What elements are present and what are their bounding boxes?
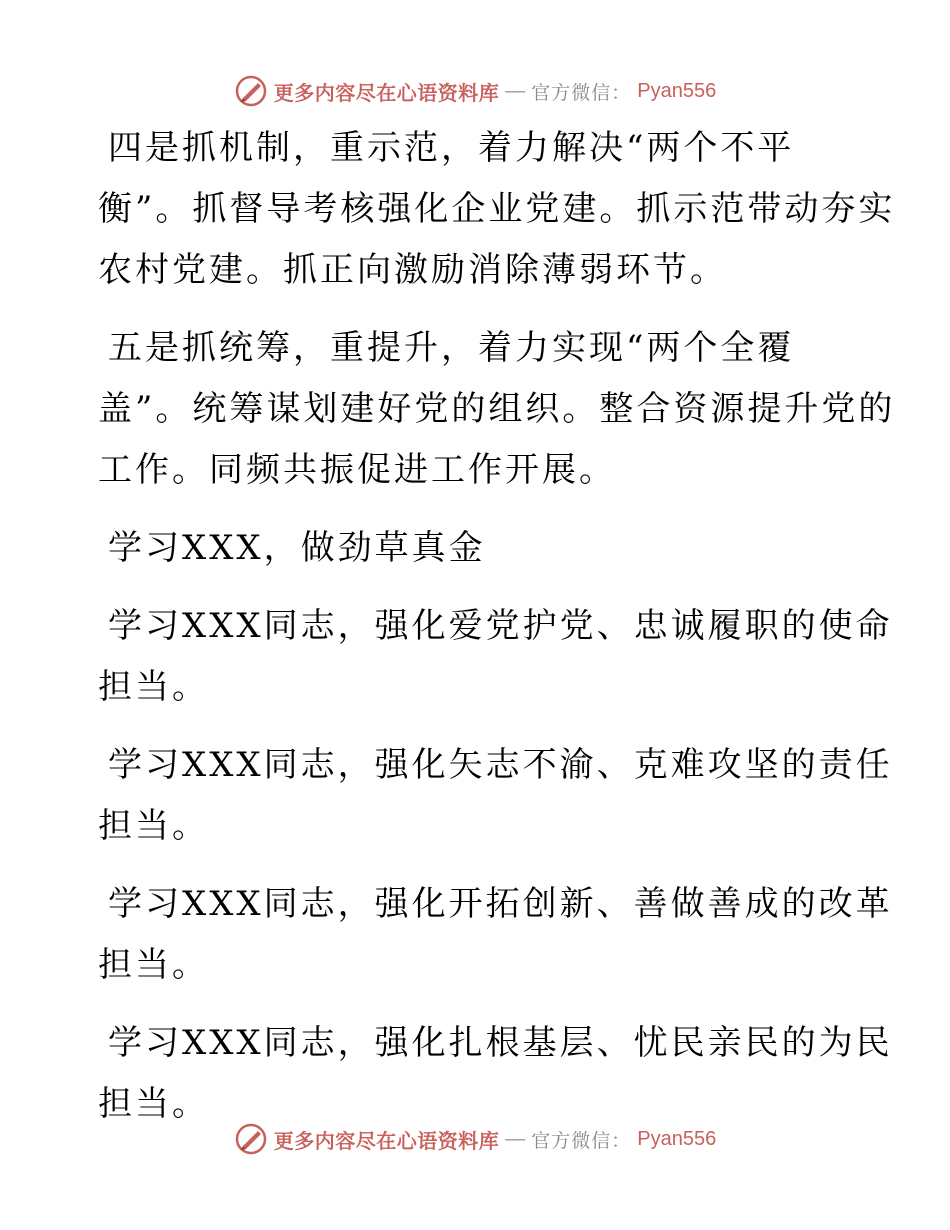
- paragraph: [98, 1013, 893, 1135]
- paragraph-line: 担当。: [98, 945, 209, 985]
- document-body: [98, 118, 896, 1152]
- paragraph-line: 担当。: [98, 806, 209, 846]
- header-watermark: [0, 71, 950, 111]
- watermark-official: 官方微信：: [531, 81, 632, 104]
- paragraph-line: 担当。: [98, 1084, 209, 1124]
- paragraph-line: 学习XXX同志，强化开拓创新、善做善成的改革: [108, 884, 893, 924]
- paragraph-line: 学习XXX同志，强化矢志不渝、克难攻坚的责任: [108, 745, 893, 785]
- paragraph-line: 五是抓统筹，重提升，着力实现“两个全覆: [108, 328, 795, 368]
- paragraph-line: 学习XXX，做劲草真金: [108, 528, 486, 568]
- paragraph: [98, 874, 893, 996]
- paragraph: [98, 318, 896, 501]
- pen-logo-icon: [234, 1122, 268, 1156]
- watermark-official: 官方微信：: [531, 1129, 632, 1152]
- paragraph: [98, 735, 893, 857]
- watermark-id: Pyan556: [637, 79, 717, 102]
- footer-watermark: [0, 1119, 950, 1159]
- paragraph: [98, 518, 858, 579]
- watermark-text: 更多内容尽在心语资料库: [273, 1128, 500, 1153]
- watermark-dash: —: [505, 1127, 526, 1150]
- paragraph-line: 工作。同频共振促进工作开展。: [98, 450, 616, 490]
- paragraph-line: 担当。: [98, 667, 209, 707]
- watermark-dash: —: [505, 79, 526, 102]
- pen-logo-icon: [234, 74, 268, 108]
- watermark-id: Pyan556: [637, 1127, 717, 1150]
- paragraph-line: 学习XXX同志，强化扎根基层、忧民亲民的为民: [108, 1023, 893, 1063]
- paragraph: [98, 118, 896, 301]
- paragraph: [98, 596, 893, 718]
- paragraph-line: 衡”。抓督导考核强化企业党建。抓示范带动夯实: [98, 189, 896, 229]
- paragraph-line: 农村党建。抓正向激励消除薄弱环节。: [98, 250, 727, 290]
- paragraph-line: 四是抓机制，重示范，着力解决“两个不平: [108, 128, 795, 168]
- paragraph-line: 学习XXX同志，强化爱党护党、忠诚履职的使命: [108, 606, 893, 646]
- watermark-text: 更多内容尽在心语资料库: [273, 80, 500, 105]
- paragraph-line: 盖”。统筹谋划建好党的组织。整合资源提升党的: [98, 389, 896, 429]
